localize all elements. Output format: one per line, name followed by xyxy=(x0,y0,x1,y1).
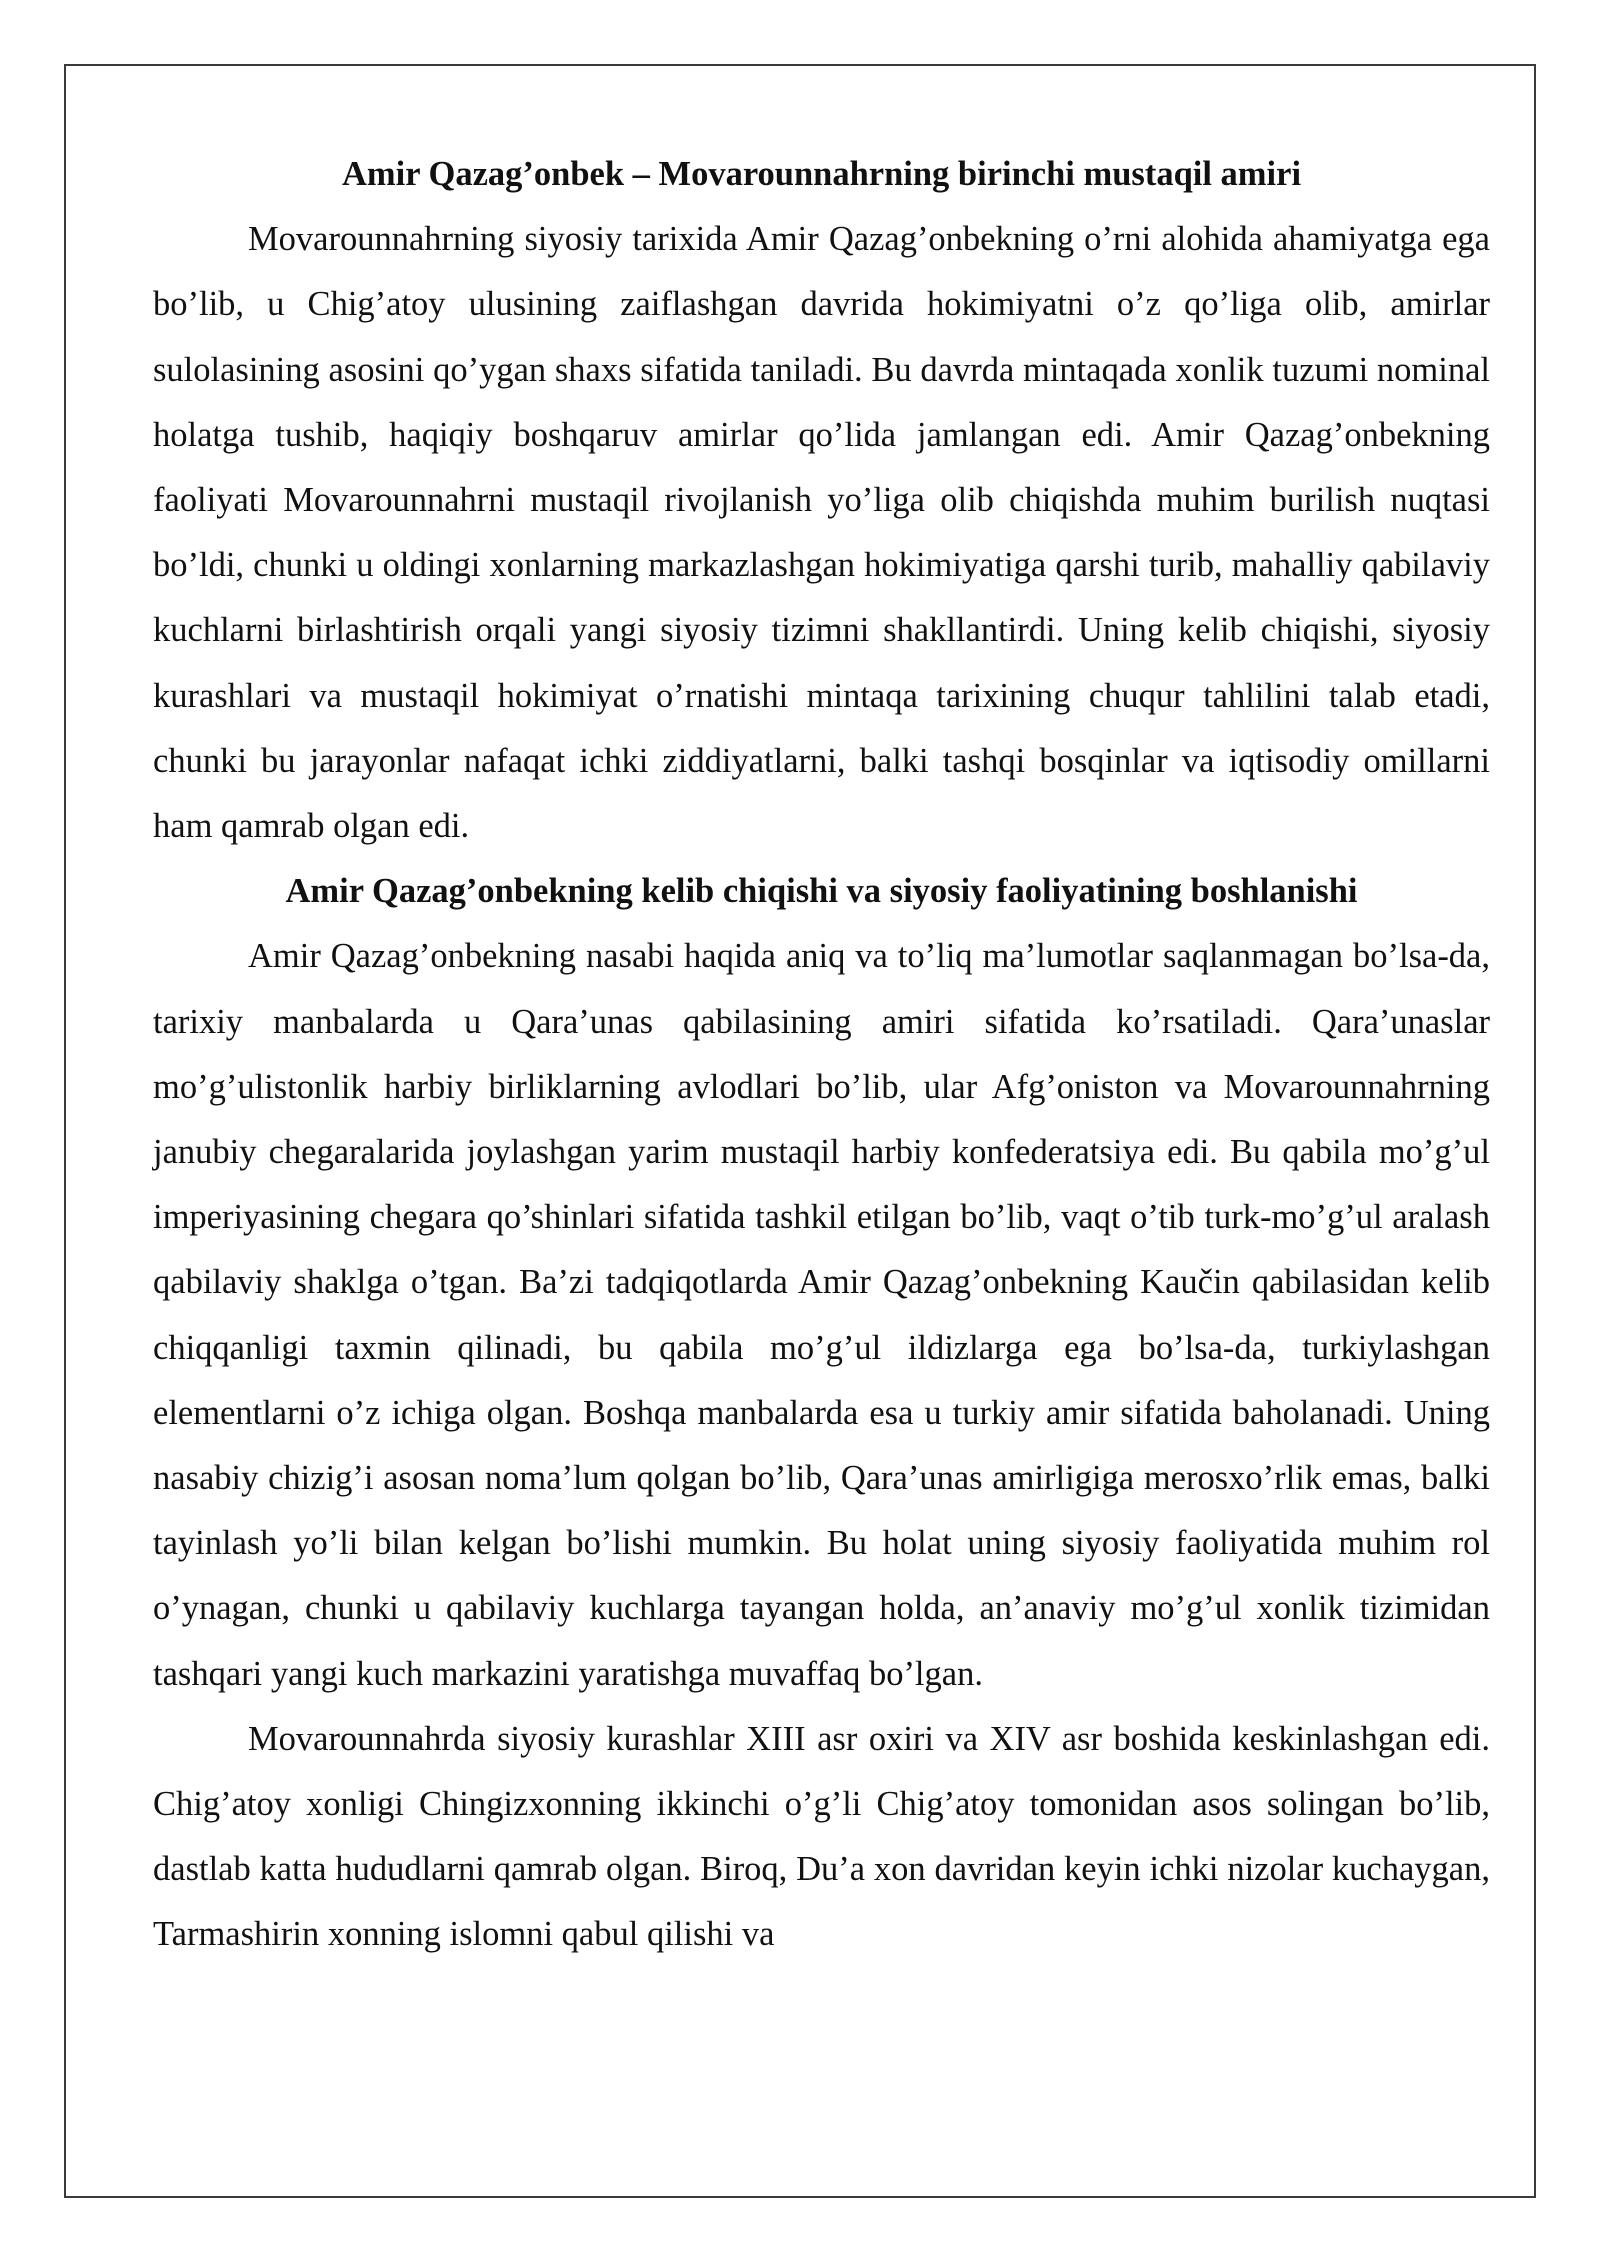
paragraph-origins: Amir Qazag’onbekning nasabi haqida aniq va to’liq ma’lumotlar saqlanmagan bo’lsa-da, tarixiy manbalarda u Qara’unas qabilasining amiri sifatida ko’rsatiladi. Qara’unaslar mo’g’ulistonlik harbiy birliklarning avlodlari bo’lib, ular Afg’oniston va Movarounnahrning janubiy chegaralarida joylashgan yarim mustaqil harbiy konfederatsiya edi. Bu qabila mo’g’ul imperiyasining chegara qo’shinlari sifatida tashkil etilgan bo’lib, vaqt o’tib turk-mo’g’ul aralash qabilaviy shaklga o’tgan. Ba’zi tadqiqotlarda Amir Qazag’onbekning Kaučin qabilasidan kelib chiqqanligi taxmin qilinadi, bu qabila mo’g’ul ildizlarga ega bo’lsa-da, turkiylashgan elementlarni o’z ichiga olgan. Boshqa manbalarda esa u turkiy amir sifatida baholanadi. Uning nasabiy chizig’i asosan noma’lum qolgan bo’lib, Qara’unas amirligiga merosxo’rlik emas, balki tayinlash yo’li bilan kelgan bo’lishi mumkin. Bu holat uning siyosiy faoliyatida muhim rol o’ynagan, chunki u qabilaviy kuchlarga tayangan holda, an’anaviy mo’g’ul xonlik tizimidan tashqari yangi kuch markazini yaratishga muvaffaq bo’lgan. xyxy=(153,937,1490,1693)
document-body xyxy=(153,142,1490,1968)
paragraph-intro: Movarounnahrning siyosiy tarixida Amir Qazag’onbekning o’rni alohida ahamiyatga ega bo’lib, u Chig’atoy ulusining zaiflashgan davrida hokimiyatni o’z qo’liga olib, amirlar sulolasining asosini qo’ygan shaxs sifatida taniladi. Bu davrda mintaqada xonlik tuzumi nominal holatga tushib, haqiqiy boshqaruv amirlar qo’lida jamlangan edi. Amir Qazag’onbekning faoliyati Movarounnahrni mustaqil rivojlanish yo’liga olib chiqishda muhim burilish nuqtasi bo’ldi, chunki u oldingi xonlarning markazlashgan hokimiyatiga qarshi turib, mahalliy qabilaviy kuchlarni birlashtirish orqali yangi siyosiy tizimni shakllantirdi. Uning kelib chiqishi, siyosiy kurashlari va mustaqil hokimiyat o’rnatishi mintaqa tarixining chuqur tahlilini talab etadi, chunki bu jarayonlar nafaqat ichki ziddiyatlarni, balki tashqi bosqinlar va iqtisodiy omillarni ham qamrab olgan edi. xyxy=(153,220,1490,846)
document-title: Amir Qazag’onbek – Movarounnahrning birinchi mustaqil amiri xyxy=(341,155,1302,193)
paragraph-political-struggles: Movarounnahrda siyosiy kurashlar XIII asr oxiri va XIV asr boshida keskinlashgan edi. Chig’atoy xonligi Chingizxonning ikkinchi o’g’li Chig’atoy tomonidan asos solingan bo’lib, dastlab katta hududlarni qamrab olgan. Biroq, Du’a xon davridan keyin ichki nizolar kuchaygan, Tarmashirin xonning islomni qabul qilishi va xyxy=(153,1719,1490,1954)
section-heading: Amir Qazag’onbekning kelib chiqishi va siyosiy faoliyatining boshlanishi xyxy=(285,872,1358,911)
